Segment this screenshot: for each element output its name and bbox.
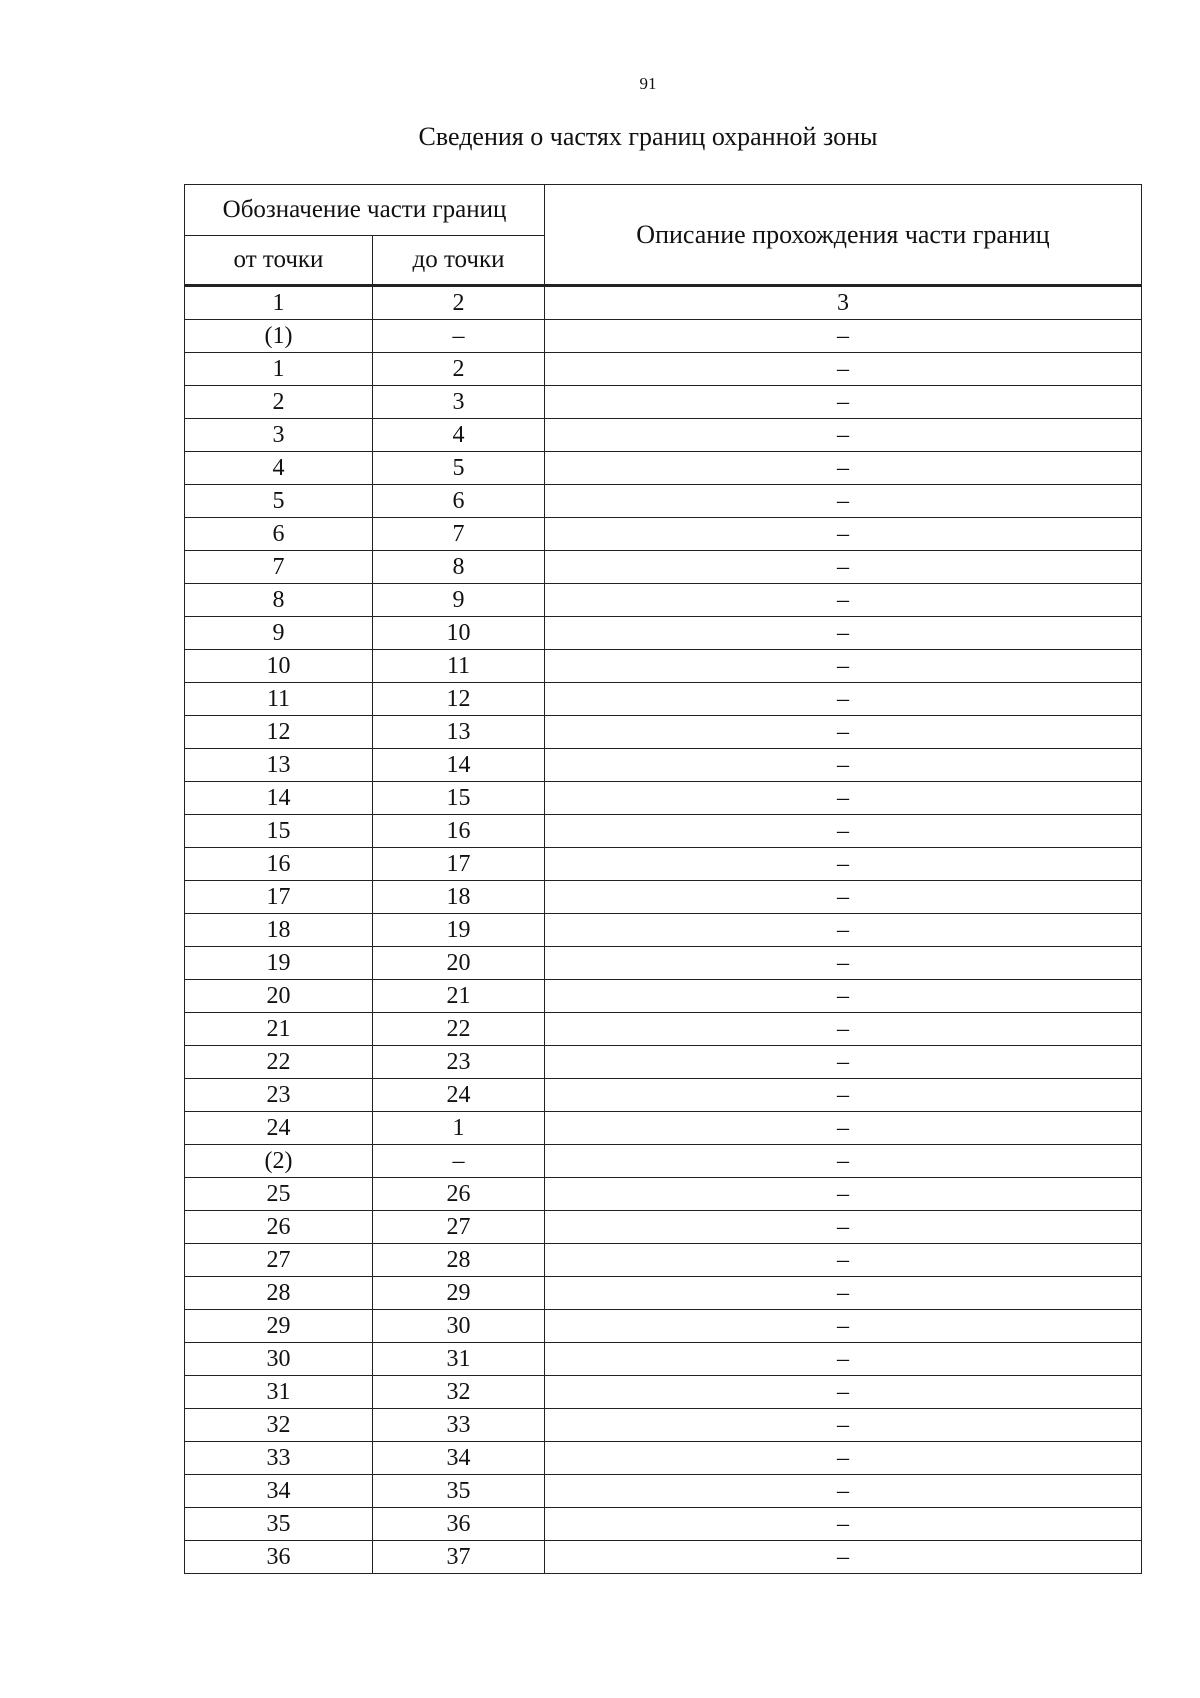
table-row — [185, 1013, 1142, 1046]
table-row — [185, 584, 1142, 617]
from-point-cell: 1 — [185, 353, 373, 386]
description-cell: – — [545, 320, 1142, 353]
table-row — [185, 353, 1142, 386]
to-point-cell: – — [373, 320, 545, 353]
table-row — [185, 485, 1142, 518]
from-point-cell: 31 — [185, 1376, 373, 1409]
table-row — [185, 848, 1142, 881]
to-point-cell: 10 — [373, 617, 545, 650]
description-cell: – — [545, 1343, 1142, 1376]
description-cell: – — [545, 419, 1142, 452]
to-point-cell: 4 — [373, 419, 545, 452]
from-point-cell: 6 — [185, 518, 373, 551]
from-point-cell: 13 — [185, 749, 373, 782]
to-point-cell: 1 — [373, 1112, 545, 1145]
description-cell: – — [545, 1277, 1142, 1310]
to-point-cell: 6 — [373, 485, 545, 518]
to-point-cell: 26 — [373, 1178, 545, 1211]
to-point-cell: 13 — [373, 716, 545, 749]
to-point-cell: – — [373, 1145, 545, 1178]
table-row — [185, 1409, 1142, 1442]
to-point-cell: 3 — [373, 386, 545, 419]
to-point-cell: 24 — [373, 1079, 545, 1112]
description-cell: – — [545, 551, 1142, 584]
to-point-cell: 2 — [373, 353, 545, 386]
description-cell: – — [545, 881, 1142, 914]
description-cell: – — [545, 782, 1142, 815]
column-number: 2 — [373, 286, 545, 320]
to-point-cell: 33 — [373, 1409, 545, 1442]
description-cell: – — [545, 1409, 1142, 1442]
description-cell: – — [545, 1211, 1142, 1244]
table-row — [185, 1145, 1142, 1178]
table-row — [185, 1442, 1142, 1475]
table-row — [185, 1541, 1142, 1574]
table-row — [185, 1112, 1142, 1145]
description-cell: – — [545, 980, 1142, 1013]
header-boundary-part-designation: Обозначение части границ — [185, 185, 545, 236]
header-boundary-description: Описание прохождения части границ — [545, 185, 1142, 286]
from-point-cell: 18 — [185, 914, 373, 947]
table-row — [185, 749, 1142, 782]
description-cell: – — [545, 650, 1142, 683]
from-point-cell: 21 — [185, 1013, 373, 1046]
description-cell: – — [545, 1475, 1142, 1508]
table-row — [185, 1376, 1142, 1409]
to-point-cell: 9 — [373, 584, 545, 617]
description-cell: – — [545, 386, 1142, 419]
from-point-cell: 28 — [185, 1277, 373, 1310]
table-row — [185, 551, 1142, 584]
from-point-cell: 22 — [185, 1046, 373, 1079]
table-row — [185, 1343, 1142, 1376]
to-point-cell: 28 — [373, 1244, 545, 1277]
description-cell: – — [545, 1013, 1142, 1046]
header-from-point: от точки — [185, 236, 373, 286]
from-point-cell: 8 — [185, 584, 373, 617]
from-point-cell: 14 — [185, 782, 373, 815]
to-point-cell: 11 — [373, 650, 545, 683]
column-number: 3 — [545, 286, 1142, 320]
column-number-row — [185, 286, 1142, 320]
to-point-cell: 29 — [373, 1277, 545, 1310]
table-row — [185, 881, 1142, 914]
description-cell: – — [545, 1442, 1142, 1475]
table-row — [185, 419, 1142, 452]
from-point-cell: (2) — [185, 1145, 373, 1178]
description-cell: – — [545, 716, 1142, 749]
description-cell: – — [545, 452, 1142, 485]
table-row — [185, 1310, 1142, 1343]
from-point-cell: 16 — [185, 848, 373, 881]
to-point-cell: 8 — [373, 551, 545, 584]
from-point-cell: 26 — [185, 1211, 373, 1244]
to-point-cell: 23 — [373, 1046, 545, 1079]
to-point-cell: 35 — [373, 1475, 545, 1508]
description-cell: – — [545, 947, 1142, 980]
to-point-cell: 36 — [373, 1508, 545, 1541]
to-point-cell: 16 — [373, 815, 545, 848]
table-row — [185, 947, 1142, 980]
table-row — [185, 980, 1142, 1013]
table-row — [185, 1277, 1142, 1310]
from-point-cell: 27 — [185, 1244, 373, 1277]
description-cell: – — [545, 617, 1142, 650]
to-point-cell: 17 — [373, 848, 545, 881]
to-point-cell: 37 — [373, 1541, 545, 1574]
to-point-cell: 18 — [373, 881, 545, 914]
table-row — [185, 1046, 1142, 1079]
description-cell: – — [545, 1508, 1142, 1541]
table-row — [185, 1508, 1142, 1541]
table-row — [185, 815, 1142, 848]
description-cell: – — [545, 749, 1142, 782]
description-cell: – — [545, 353, 1142, 386]
to-point-cell: 30 — [373, 1310, 545, 1343]
from-point-cell: 32 — [185, 1409, 373, 1442]
from-point-cell: 20 — [185, 980, 373, 1013]
from-point-cell: 9 — [185, 617, 373, 650]
description-cell: – — [545, 1112, 1142, 1145]
from-point-cell: 12 — [185, 716, 373, 749]
description-cell: – — [545, 1376, 1142, 1409]
to-point-cell: 22 — [373, 1013, 545, 1046]
from-point-cell: 24 — [185, 1112, 373, 1145]
from-point-cell: 11 — [185, 683, 373, 716]
description-cell: – — [545, 1541, 1142, 1574]
description-cell: – — [545, 914, 1142, 947]
table-row — [185, 1244, 1142, 1277]
description-cell: – — [545, 1178, 1142, 1211]
from-point-cell: 3 — [185, 419, 373, 452]
to-point-cell: 27 — [373, 1211, 545, 1244]
to-point-cell: 32 — [373, 1376, 545, 1409]
to-point-cell: 14 — [373, 749, 545, 782]
header-to-point: до точки — [373, 236, 545, 286]
from-point-cell: 36 — [185, 1541, 373, 1574]
table-row — [185, 1079, 1142, 1112]
to-point-cell: 12 — [373, 683, 545, 716]
table-row — [185, 386, 1142, 419]
boundary-parts-table — [184, 184, 1142, 1574]
from-point-cell: 29 — [185, 1310, 373, 1343]
description-cell: – — [545, 683, 1142, 716]
table-row — [185, 914, 1142, 947]
to-point-cell: 15 — [373, 782, 545, 815]
from-point-cell: 35 — [185, 1508, 373, 1541]
from-point-cell: 34 — [185, 1475, 373, 1508]
from-point-cell: 4 — [185, 452, 373, 485]
description-cell: – — [545, 1079, 1142, 1112]
table-row — [185, 782, 1142, 815]
to-point-cell: 20 — [373, 947, 545, 980]
description-cell: – — [545, 848, 1142, 881]
to-point-cell: 19 — [373, 914, 545, 947]
table-row — [185, 320, 1142, 353]
table-row — [185, 716, 1142, 749]
description-cell: – — [545, 1145, 1142, 1178]
from-point-cell: 15 — [185, 815, 373, 848]
column-number: 1 — [185, 286, 373, 320]
table-row — [185, 518, 1142, 551]
to-point-cell: 21 — [373, 980, 545, 1013]
from-point-cell: 7 — [185, 551, 373, 584]
description-cell: – — [545, 1046, 1142, 1079]
from-point-cell: (1) — [185, 320, 373, 353]
from-point-cell: 17 — [185, 881, 373, 914]
to-point-cell: 31 — [373, 1343, 545, 1376]
from-point-cell: 30 — [185, 1343, 373, 1376]
description-cell: – — [545, 1244, 1142, 1277]
from-point-cell: 33 — [185, 1442, 373, 1475]
to-point-cell: 5 — [373, 452, 545, 485]
to-point-cell: 7 — [373, 518, 545, 551]
table-row — [185, 1211, 1142, 1244]
page-number: 91 — [639, 74, 657, 93]
description-cell: – — [545, 485, 1142, 518]
table-row — [185, 617, 1142, 650]
table-row — [185, 452, 1142, 485]
from-point-cell: 23 — [185, 1079, 373, 1112]
from-point-cell: 5 — [185, 485, 373, 518]
description-cell: – — [545, 815, 1142, 848]
table-row — [185, 683, 1142, 716]
from-point-cell: 25 — [185, 1178, 373, 1211]
description-cell: – — [545, 1310, 1142, 1343]
table-row — [185, 1178, 1142, 1211]
from-point-cell: 10 — [185, 650, 373, 683]
table-row — [185, 650, 1142, 683]
from-point-cell: 19 — [185, 947, 373, 980]
document-title: Сведения о частях границ охранной зоны — [418, 122, 878, 151]
to-point-cell: 34 — [373, 1442, 545, 1475]
table-row — [185, 1475, 1142, 1508]
description-cell: – — [545, 518, 1142, 551]
from-point-cell: 2 — [185, 386, 373, 419]
description-cell: – — [545, 584, 1142, 617]
